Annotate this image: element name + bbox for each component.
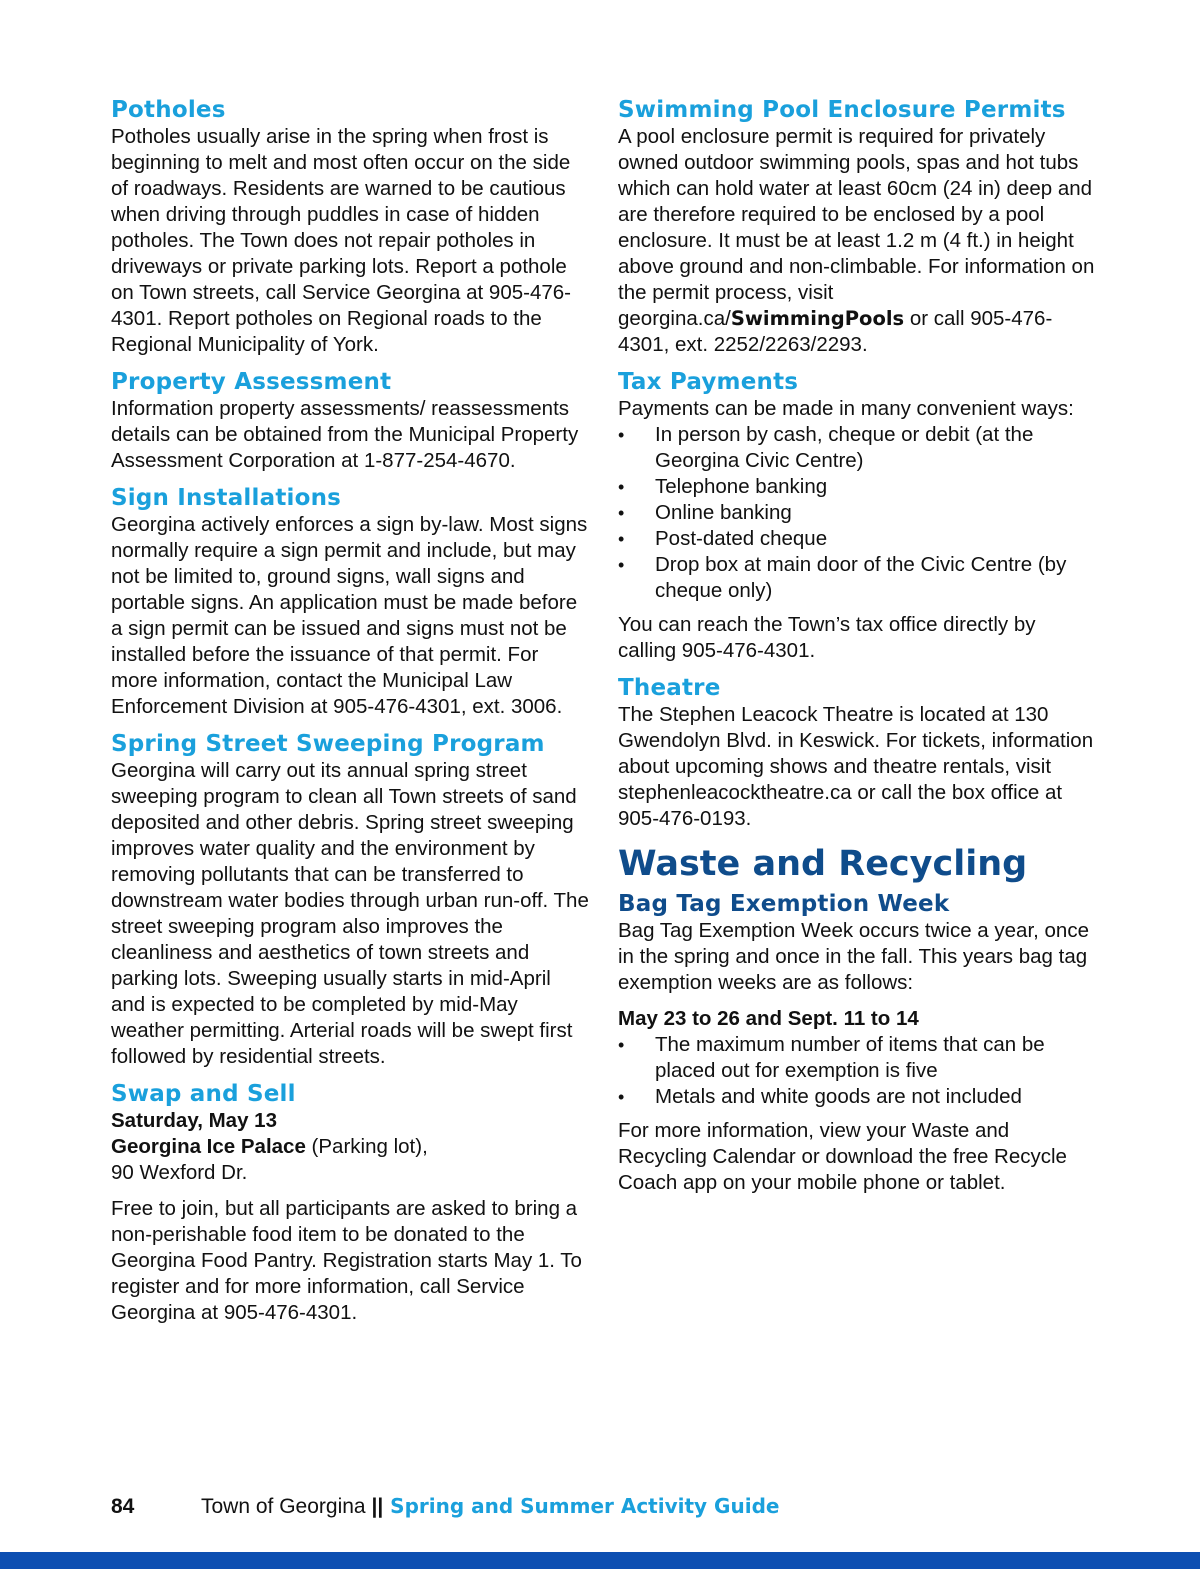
potholes-body: Potholes usually arise in the spring when frost is beginning to melt and most often occur on the side of roadways. Residents are warned to be cautious when driving through puddles in case of hidden potholes. The Town does not repair potholes in driveways or private parking lots. Report a pothole on Town streets, call Service Georgina at 905-476-4301. Report potholes on Regional roads to the Regional Municipality of York. xyxy=(111,125,571,356)
list-item: • Drop box at main door of the Civic Centre (by cheque only) xyxy=(618,552,1096,604)
swap-date: Saturday, May 13 xyxy=(111,1109,277,1132)
sweeping-heading: Spring Street Sweeping Program xyxy=(111,731,545,757)
bottom-color-band xyxy=(0,1552,1200,1569)
sweeping-body: Georgina will carry out its annual spring street sweeping program to clean all Town streets of sand deposited and other debris. Spring street sweeping improves water quality and the environment by removing pollutants that can be transferred to downstream water bodies through urban run-off. The street sweeping program also improves the cleanliness and aesthetics of town streets and parking lots. Sweeping usually starts in mid-April and is expected to be completed by mid-May weather permitting. Arterial roads will be swept first followed by residential streets. xyxy=(111,759,589,1068)
pool-body-end: or call 905-476-4301, ext. 2252/2263/2293. xyxy=(618,307,1053,356)
property-section xyxy=(111,368,589,474)
swap-address: 90 Wexford Dr. xyxy=(111,1161,248,1184)
potholes-section xyxy=(111,96,589,358)
sign-section xyxy=(111,484,589,720)
tax-list xyxy=(618,422,1096,604)
theatre-section xyxy=(618,674,1096,832)
waste-heading: Waste and Recycling xyxy=(618,844,1028,884)
list-item: • Metals and white goods are not included xyxy=(618,1084,1096,1110)
tax-section xyxy=(618,368,1096,664)
list-item: • Post-dated cheque xyxy=(618,526,1096,552)
swap-venue xyxy=(111,1134,589,1160)
swap-venue-name: Georgina Ice Palace xyxy=(111,1135,306,1158)
page-number: 84 xyxy=(111,1495,135,1518)
footer-guide-title: Spring and Summer Activity Guide xyxy=(383,1494,780,1518)
property-body: Information property assessments/ reassessments details can be obtained from the Municipal Property Assessment Corporation at 1-877-254-4670. xyxy=(111,397,579,472)
tax-heading: Tax Payments xyxy=(618,369,799,395)
bag-tag-intro: Bag Tag Exemption Week occurs twice a year, once in the spring and once in the fall. This years bag tag exemption weeks are as follows: xyxy=(618,919,1089,994)
sweeping-section xyxy=(111,730,589,1070)
potholes-heading: Potholes xyxy=(111,97,226,123)
pool-body-text: A pool enclosure permit is required for privately owned outdoor swimming pools, spas and hot tubs which can hold water at least 60cm (24 in) deep and are therefore required to be enclosed by a pool enclosure. It must be at least 1.2 m (4 ft.) in height above ground and non-climbable. For information on the permit process, visit georgina.ca/ xyxy=(618,125,1095,330)
tax-outro: You can reach the Town’s tax office directly by calling 905-476-4301. xyxy=(618,613,1036,662)
bag-tag-heading: Bag Tag Exemption Week xyxy=(618,891,950,917)
bag-tag-outro: For more information, view your Waste and Recycling Calendar or download the free Recycle Coach app on your mobile phone or tablet. xyxy=(618,1119,1067,1194)
theatre-heading: Theatre xyxy=(618,675,721,701)
right-column xyxy=(618,96,1096,1206)
swap-heading: Swap and Sell xyxy=(111,1081,296,1107)
list-item: • The maximum number of items that can be placed out for exemption is five xyxy=(618,1032,1096,1084)
swap-venue-note: (Parking lot), xyxy=(305,1135,428,1158)
pool-heading: Swimming Pool Enclosure Permits xyxy=(618,97,1066,123)
bag-tag-dates: May 23 to 26 and Sept. 11 to 14 xyxy=(618,1007,919,1030)
pool-body xyxy=(618,124,1096,358)
page-footer xyxy=(111,1492,779,1521)
swap-section xyxy=(111,1080,589,1326)
footer-town: Town of Georgina xyxy=(201,1495,372,1518)
tax-intro: Payments can be made in many convenient ways: xyxy=(618,397,1074,420)
list-item: • Telephone banking xyxy=(618,474,1096,500)
waste-section xyxy=(618,842,1096,1196)
bag-tag-list xyxy=(618,1032,1096,1110)
sign-body: Georgina actively enforces a sign by-law. Most signs normally require a sign permit and include, but may not be limited to, ground signs, wall signs and portable signs. An application must be made before a sign permit can be issued and signs must not be installed before the issuance of that permit. For more information, contact the Municipal Law Enforcement Division at 905-476-4301, ext. 3006. xyxy=(111,513,588,718)
left-column xyxy=(111,96,589,1336)
theatre-body: The Stephen Leacock Theatre is located at 130 Gwendolyn Blvd. in Keswick. For tickets, information about upcoming shows and theatre rentals, visit stephenleacocktheatre.ca or call the box office at 905-476-0193. xyxy=(618,703,1094,830)
property-heading: Property Assessment xyxy=(111,369,392,395)
pool-section xyxy=(618,96,1096,358)
sign-heading: Sign Installations xyxy=(111,485,342,511)
list-item: • In person by cash, cheque or debit (at the Georgina Civic Centre) xyxy=(618,422,1096,474)
swap-body: Free to join, but all participants are asked to bring a non-perishable food item to be donated to the Georgina Food Pantry. Registration starts May 1. To register and for more information, call Service Georgina at 905-476-4301. xyxy=(111,1197,582,1324)
footer-separator: || xyxy=(371,1495,384,1518)
pool-link-strong: SwimmingPools xyxy=(730,307,905,330)
list-item: • Online banking xyxy=(618,500,1096,526)
